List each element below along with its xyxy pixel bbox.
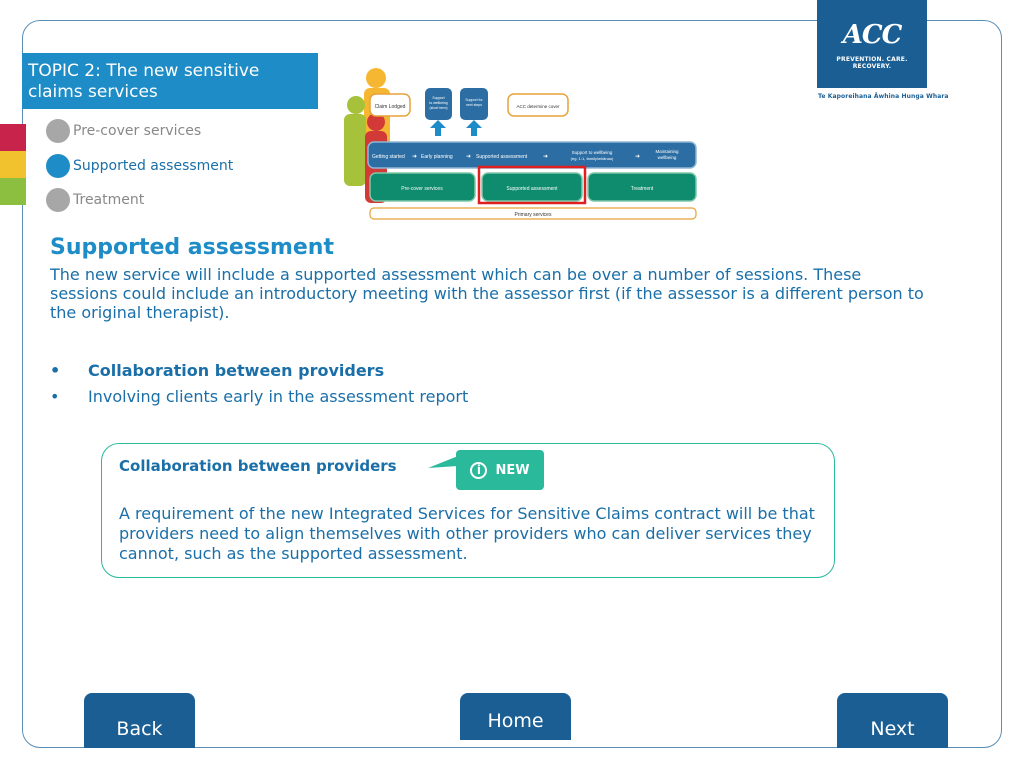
arrow-right-icon: ➜	[466, 154, 472, 160]
bullet-list	[50, 358, 468, 410]
flow-maintaining-2: wellbeing	[657, 155, 677, 160]
info-icon: i	[470, 462, 487, 479]
bullet-text: Involving clients early in the assessment report	[88, 387, 469, 406]
bullet-marker: •	[50, 387, 60, 406]
topic-title: TOPIC 2: The new sensitive claims services	[22, 53, 318, 109]
acc-determine-label: ACC determine cover	[516, 104, 560, 109]
nav-item-label: Treatment	[73, 192, 145, 208]
flow-support-wellbeing-2: (eg. 1:1, family/whānau)	[570, 156, 614, 161]
support-short-label-3: (short term)	[429, 106, 448, 110]
home-button[interactable]: Home	[460, 693, 571, 740]
support-next-label-1: Support for	[465, 98, 483, 102]
acc-logo	[817, 0, 927, 88]
nav-item-label: Supported assessment	[73, 158, 234, 174]
page-heading: Supported assessment	[50, 235, 334, 260]
up-arrow-icon	[430, 120, 446, 136]
back-button[interactable]: Back	[84, 693, 195, 748]
box-pre-cover-label: Pre-cover services	[401, 186, 443, 192]
support-short-label-2: to wellbeing	[429, 101, 448, 105]
new-badge[interactable]	[456, 450, 544, 490]
stripe-red	[0, 124, 26, 151]
nav-dot	[46, 154, 70, 178]
support-short-label-1: Support	[432, 96, 445, 100]
bullet-item	[50, 384, 468, 410]
nav-item-treatment[interactable]	[46, 188, 144, 212]
color-stripes	[0, 124, 26, 204]
arrow-right-icon: ➜	[635, 154, 641, 160]
nav-item-pre-cover[interactable]	[46, 119, 201, 143]
nav-dot	[46, 119, 70, 143]
bullet-text: Collaboration between providers	[88, 361, 385, 380]
new-badge-label: NEW	[495, 462, 530, 478]
logo-maori-name: Te Kaporeihana Āwhina Hunga Whara	[818, 93, 949, 100]
nav-item-label: Pre-cover services	[73, 123, 202, 139]
bullet-item	[50, 358, 468, 384]
callout-body: A requirement of the new Integrated Services for Sensitive Claims contract will be that providers need to align themselves with other providers who can deliver services they cannot, such as the supported assessment.	[119, 504, 815, 563]
bullet-marker: •	[50, 361, 61, 380]
primary-services-label: Primary services	[514, 212, 552, 218]
nav-dot	[46, 188, 70, 212]
flow-maintaining-1: Maintaining	[655, 149, 679, 154]
callout-pointer	[428, 456, 458, 470]
flow-support-wellbeing-1: Support to wellbeing	[571, 150, 613, 155]
logo-tagline: PREVENTION. CARE. RECOVERY.	[836, 56, 908, 70]
service-diagram	[330, 60, 700, 225]
up-arrow-icon	[466, 120, 482, 136]
flow-supported-assessment: Supported assessment	[476, 154, 528, 160]
intro-text: The new service will include a supported assessment which can be over a number of sessions. These sessions could include an introductory meeting with the assessor first (if the assessor is a different person to the original therapist).	[50, 265, 924, 322]
box-treatment-label: Treatment	[630, 186, 654, 192]
flow-early-planning: Early planning	[421, 154, 453, 160]
flow-getting-started: Getting started	[372, 154, 405, 160]
claim-lodged-label: Claim Lodged	[374, 104, 406, 110]
flow-bar	[368, 142, 696, 168]
support-next-label-2: next steps	[466, 103, 482, 107]
arrow-right-icon: ➜	[543, 154, 549, 160]
nav-item-supported-assessment[interactable]	[46, 154, 233, 178]
callout-title: Collaboration between providers	[119, 457, 397, 475]
stripe-green	[0, 178, 26, 205]
box-supported-label: Supported assessment	[506, 186, 558, 192]
stripe-yellow	[0, 151, 26, 178]
arrow-right-icon: ➜	[412, 154, 418, 160]
next-button[interactable]: Next	[837, 693, 948, 748]
logo-mark: ACC	[842, 20, 902, 50]
